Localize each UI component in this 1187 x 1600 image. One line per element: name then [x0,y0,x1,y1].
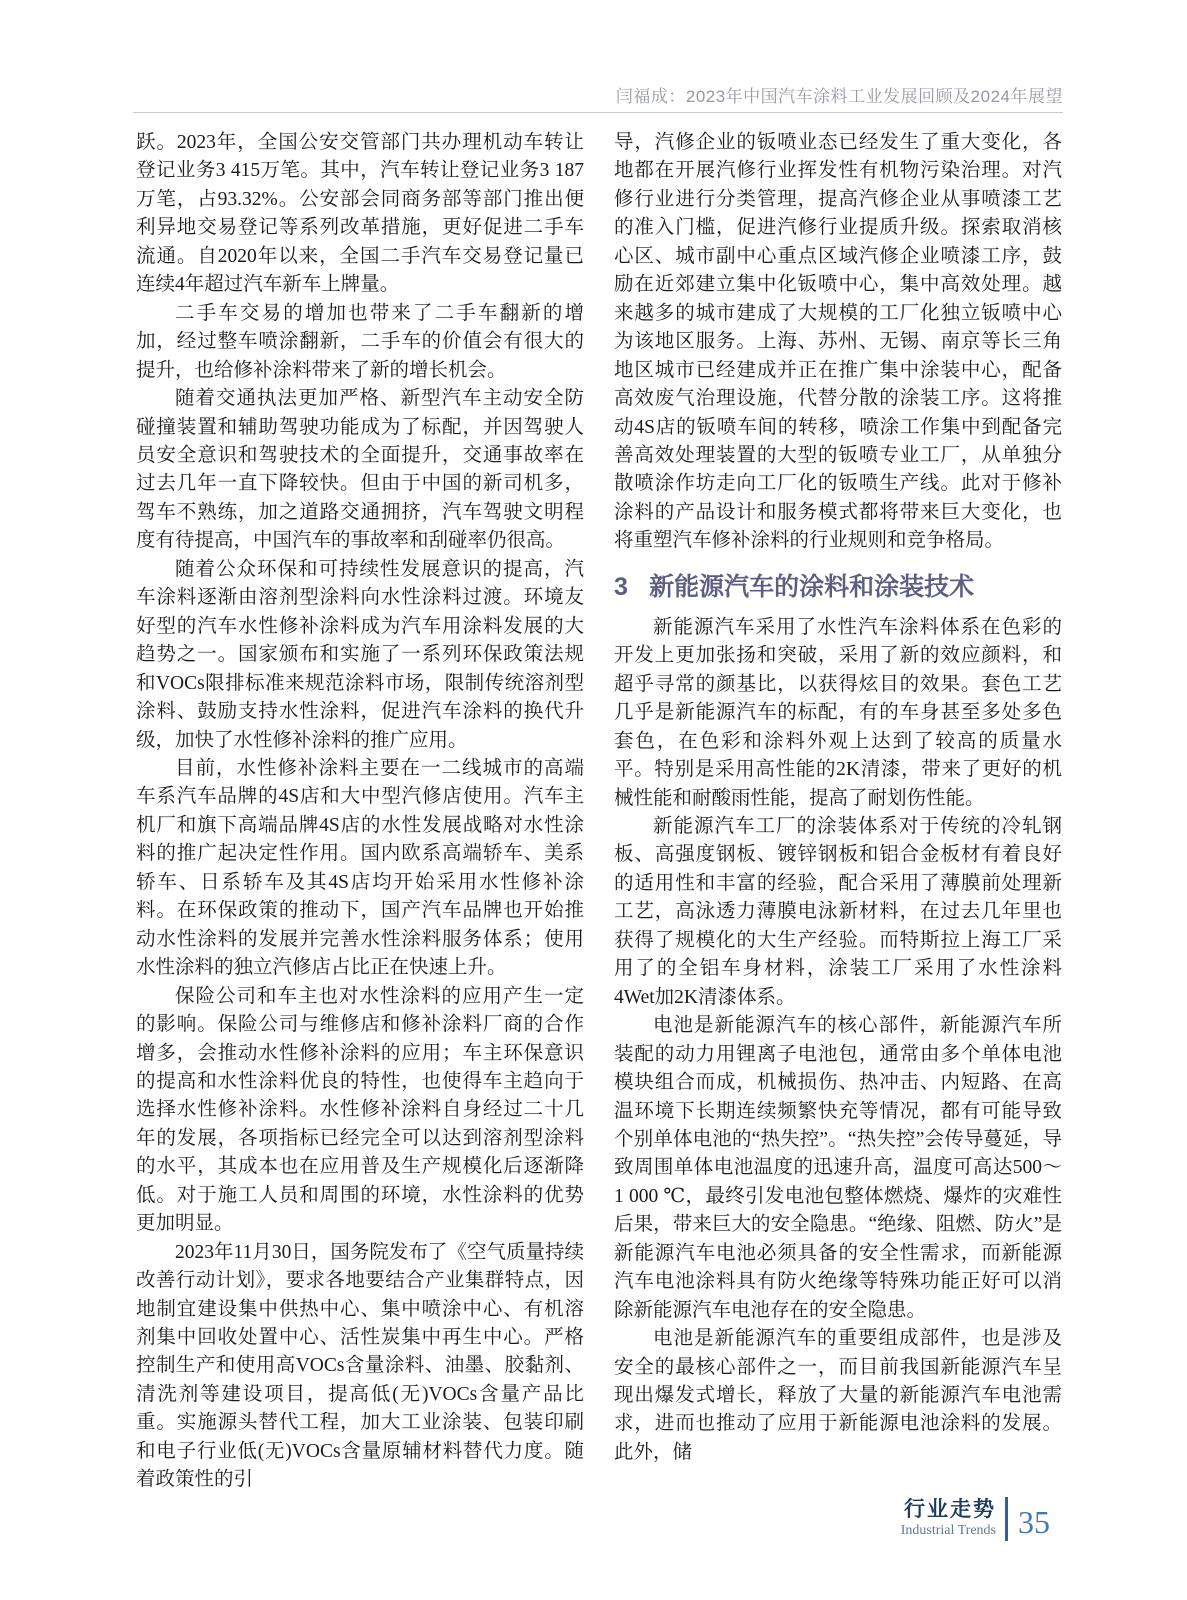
footer-divider-bar [1005,1497,1008,1541]
article-body [136,129,1062,1495]
section-number: 3 [614,572,628,601]
paragraph: 新能源汽车采用了水性汽车涂料体系在色彩的开发上更加张扬和突破，采用了新的效应颜料，和超乎寻常的颜基比，以获得炫目的效果。套色工艺几乎是新能源汽车的标配，有的车身甚至多处多色套色，在色彩和涂料外观上达到了较高的质量水平。特别是采用高性能的2K清漆，带来了更好的机械性能和耐酸雨性能，提高了耐划伤性能。 [614,616,1062,809]
paragraph: 二手车交易的增加也带来了二手车翻新的增加，经过整车喷涂翻新，二手车的价值会有很大的提升，也给修补涂料带来了新的增长机会。 [136,302,584,381]
paragraph: 2023年11月30日，国务院发布了《空气质量持续改善行动计划》，要求各地要结合产业集群特点，因地制宜建设集中供热中心、集中喷涂中心、有机溶剂集中回收处置中心、活性炭集中再生中心。严格控制生产和使用高VOCs含量涂料、油墨、胶黏剂、清洗剂等建设项目，提高低(无)VOCs含量产品比重。实施源头替代工程，加大工业涂装、包装印刷和电子行业低(无)VOCs含量原辅材料替代力度。随着政策性的引 [136,1241,584,1491]
footer-labels [901,1498,996,1539]
paragraph: 保险公司和车主也对水性涂料的应用产生一定的影响。保险公司与维修店和修补涂料厂商的合作增多，会推动水性修补涂料的应用；车主环保意识的提高和水性涂料优良的特性，也使得车主趋向于选择水性修补涂料。水性修补涂料自身经过二十几年的发展，各项指标已经完全可以达到溶剂型涂料的水平，其成本也在应用普及生产规模化后逐渐降低。对于施工人员和周围的环境，水性涂料的优势更加明显。 [136,985,584,1235]
page-footer [901,1496,1050,1541]
footer-section-label-zh: 行业走势 [904,1498,996,1521]
running-header: 闫福成：2023年中国汽车涂料工业发展回顾及2024年展望 [615,87,1063,106]
footer-section-label-en: Industrial Trends [900,1523,996,1538]
right-column [614,129,1062,1495]
paragraph: 跃。2023年，全国公安交管部门共办理机动车转让登记业务3 415万笔。其中，汽车转让登记业务3 187万笔，占93.32%。公安部会同商务部等部门推出便利异地交易登记等系列改革措施，更好促进二手车流通。自2020年以来，全国二手汽车交易登记量已连续4年超过汽车新车上牌量。 [136,132,584,296]
paragraph: 电池是新能源汽车的重要组成部件，也是涉及安全的最核心部件之一，而目前我国新能源汽车呈现出爆发式增长，释放了大量的新能源汽车电池需求，进而也推动了应用于新能源电池涂料的发展。此外，储 [614,1328,1062,1463]
section-heading [614,571,1062,603]
section-title: 新能源汽车的涂料和涂装技术 [649,572,975,601]
paragraph: 随着交通执法更加严格、新型汽车主动安全防碰撞装置和辅助驾驶功能成为了标配，并因驾驶人员安全意识和驾驶技术的全面提升，交通事故率在过去几年一直下降较快。但由于中国的新司机多，驾车不熟练，加之道路交通拥挤，汽车驾驶文明程度有待提高，中国汽车的事故率和刮碰率仍很高。 [136,388,584,552]
paragraph: 新能源汽车工厂的涂装体系对于传统的冷轧钢板、高强度钢板、镀锌钢板和铝合金板材有着良好的适用性和丰富的经验，配合采用了薄膜前处理新工艺，高泳透力薄膜电泳新材料，在过去几年里也获得了规模化的大生产经验。而特斯拉上海工厂采用了的全铝车身材料，涂装工厂采用了水性涂料4Wet加2K清漆体系。 [614,815,1062,1008]
paragraph: 导，汽修企业的钣喷业态已经发生了重大变化，各地都在开展汽修行业挥发性有机物污染治理。对汽修行业进行分类管理，提高汽修企业从事喷漆工艺的准入门槛，促进汽修行业提质升级。探索取消核心区、城市副中心重点区域汽修企业喷漆工序，鼓励在近郊建立集中化钣喷中心，集中高效处理。越来越多的城市建成了大规模的工厂化独立钣喷中心为该地区服务。上海、苏州、无锡、南京等长三角地区城市已经建成并正在推广集中涂装中心，配备高效废气治理设施，代替分散的涂装工序。这将推动4S店的钣喷车间的转移，喷涂工作集中到配备完善高效处理装置的大型的钣喷专业工厂，从单独分散喷涂作坊走向工厂化的钣喷生产线。此对于修补涂料的产品设计和服务模式都将带来巨大变化，也将重塑汽车修补涂料的行业规则和竞争格局。 [614,132,1062,552]
header-rule [133,112,1063,113]
paragraph: 目前，水性修补涂料主要在一二线城市的高端车系汽车品牌的4S店和大中型汽修店使用。汽车主机厂和旗下高端品牌4S店的水性发展战略对水性涂料的推广起决定性作用。国内欧系高端轿车、美系轿车、日系轿车及其4S店均开始采用水性修补涂料。在环保政策的推动下，国产汽车品牌也开始推动水性涂料的发展并完善水性涂料服务体系；使用水性涂料的独立汽修店占比正在快速上升。 [136,757,584,979]
paragraph: 随着公众环保和可持续性发展意识的提高，汽车涂料逐渐由溶剂型涂料向水性涂料过渡。环境友好型的汽车水性修补涂料成为汽车用涂料发展的大趋势之一。国家颁布和实施了一系列环保政策法规和VOCs限排标准来规范涂料市场，限制传统溶剂型涂料、鼓励支持水性涂料，促进汽车涂料的换代升级，加快了水性修补涂料的推广应用。 [136,558,584,751]
paragraph: 电池是新能源汽车的核心部件，新能源汽车所装配的动力用锂离子电池包，通常由多个单体电池模块组合而成，机械损伤、热冲击、内短路、在高温环境下长期连续频繁快充等情况，都有可能导致个别单体电池的“热失控”。“热失控”会传导蔓延，导致周围单体电池温度的迅速升高，温度可高达500～1 000 ℃，最终引发电池包整体燃烧、爆炸的灾难性后果，带来巨大的安全隐患。“绝缘、阻燃、防火”是新能源汽车电池必须具备的安全性需求，而新能源汽车电池涂料具有防火绝缘等特殊功能正好可以消除新能源汽车电池存在的安全隐患。 [614,1015,1062,1321]
left-column [136,129,584,1495]
page-number: 35 [1018,1504,1050,1540]
